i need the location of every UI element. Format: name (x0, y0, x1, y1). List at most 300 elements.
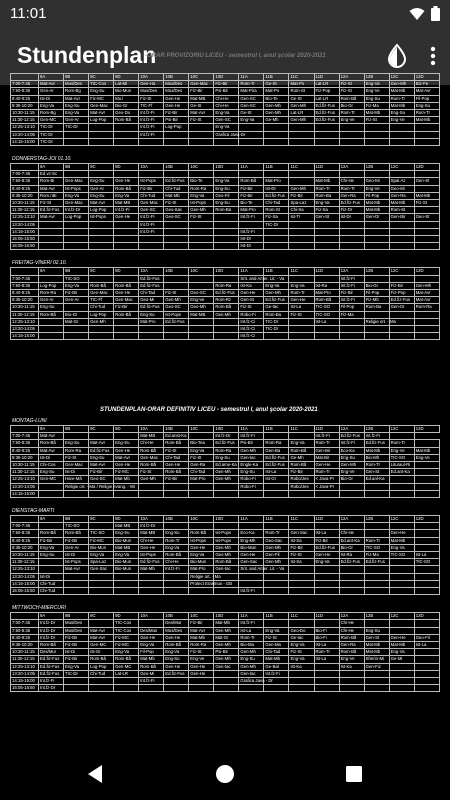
lesson-cell: Ge-Bal (264, 663, 289, 670)
lesson-cell: Ist-La (414, 552, 439, 559)
class-header: 12B (364, 613, 389, 620)
table-row (11, 304, 440, 311)
lesson-cell: Chi-He (214, 95, 239, 102)
lesson-cell: Gen-Ar (89, 185, 114, 192)
class-header: 9B (64, 74, 89, 81)
lesson-cell (39, 228, 64, 235)
lesson-cell (239, 138, 264, 145)
lesson-cell: Int.fz-Dr (39, 620, 64, 627)
lesson-cell: Fiz-Bir (339, 290, 364, 297)
lesson-cell: Eng-Va (389, 649, 414, 656)
lesson-cell: Fiz-St (239, 304, 264, 311)
lesson-cell: Gen-MC (39, 117, 64, 124)
lesson-cell: Mat-Po (264, 88, 289, 95)
contrast-icon[interactable] (386, 44, 408, 68)
lesson-cell: Eng-Va (189, 447, 214, 454)
lesson-cell: Bio-Tea (189, 440, 214, 447)
lesson-cell: Ge-tac (289, 634, 314, 641)
lesson-cell (364, 670, 389, 677)
class-header: 9C (89, 613, 114, 620)
lesson-cell (414, 580, 439, 587)
lesson-cell (114, 243, 139, 250)
lesson-cell: Ist-Ra (314, 282, 339, 289)
lesson-cell: Ed.fiz-Fus (264, 462, 289, 469)
lesson-cell (389, 311, 414, 318)
lesson-cell (39, 243, 64, 250)
lesson-cell: Chi-Tud (89, 304, 114, 311)
lesson-cell (189, 523, 214, 530)
lesson-cell: Eng-Su (64, 102, 89, 109)
lesson-cell: Rom-Tr (239, 634, 264, 641)
lesson-cell (289, 318, 314, 325)
lesson-cell: Gen-He (189, 663, 214, 670)
recents-button[interactable] (341, 761, 367, 787)
lesson-cell (389, 483, 414, 490)
class-header: 10C (189, 426, 214, 433)
recents-icon (345, 765, 363, 783)
lesson-cell: Protect Erasmus - GB (190, 580, 233, 586)
lesson-cell (364, 530, 389, 537)
lesson-cell: Robo-Fi (239, 311, 264, 318)
time-cell: 7:50-8:35 (11, 440, 39, 447)
lesson-cell (189, 131, 214, 138)
class-header: 9C (89, 516, 114, 523)
lesson-cell: Eng-Ve (189, 656, 214, 663)
lesson-cell (364, 326, 389, 333)
lesson-cell: Chi-Tad (189, 469, 214, 476)
lesson-cell: Hare-Mã (64, 476, 89, 483)
lesson-cell: Ed.fiz-Fus (164, 318, 189, 325)
lesson-cell: Bio-Mun (189, 559, 214, 566)
status-icons (409, 6, 440, 21)
lesson-cell: Gen-St (239, 297, 264, 304)
lesson-cell: Fiz-St (164, 200, 189, 207)
lesson-cell: Gen-He (164, 102, 189, 109)
lesson-cell (239, 523, 264, 530)
lesson-cell (414, 236, 439, 243)
lesson-cell: Log-Pop (89, 207, 114, 214)
lesson-cell: Fiz-Bir (289, 544, 314, 551)
lesson-cell (389, 670, 414, 677)
lesson-cell: Gen-Ra (389, 192, 414, 199)
lesson-cell (89, 573, 114, 580)
lesson-cell (114, 685, 139, 692)
lesson-cell (139, 620, 164, 627)
lesson-cell: Geo-SC (164, 304, 189, 311)
lesson-cell (264, 171, 289, 178)
lesson-cell (39, 523, 64, 530)
lesson-cell: Mat-Gr (214, 634, 239, 641)
lesson-cell: Gen-tac (239, 670, 264, 677)
lesson-cell: Rom-Ra (189, 185, 214, 192)
lesson-cell: Religie ort. - Ma (190, 573, 221, 579)
lesson-cell: Bio-Mun (114, 537, 139, 544)
lesson-cell: Gen-Ma (264, 642, 289, 649)
lesson-cell (64, 221, 89, 228)
lesson-cell: Rom-Bã (339, 649, 364, 656)
lesson-cell (389, 476, 414, 483)
lesson-cell: Int.fz-Fi (139, 228, 164, 235)
more-options-icon[interactable] (430, 46, 436, 66)
lesson-cell (389, 685, 414, 692)
lesson-cell (389, 236, 414, 243)
time-cell: 12:25-13:10 (11, 318, 39, 325)
class-header: 9A (39, 426, 64, 433)
lesson-cell (339, 678, 364, 685)
lesson-cell (364, 566, 389, 573)
lesson-cell: Gen-Fil (264, 552, 289, 559)
lesson-cell (114, 236, 139, 243)
lesson-cell: Fiz-Bir (139, 185, 164, 192)
lesson-cell: Gen-He (139, 544, 164, 551)
lesson-cell (139, 326, 164, 333)
back-button[interactable] (82, 761, 108, 787)
lesson-cell (89, 580, 114, 587)
lesson-cell: Eng-Su (389, 110, 414, 117)
lesson-cell (189, 588, 214, 595)
lesson-cell: Mat-Mb (414, 192, 439, 199)
lesson-cell: Ge-Mi (389, 656, 414, 663)
lesson-cell: Int.fz-Fi (239, 588, 264, 595)
lesson-cell (114, 138, 139, 145)
lesson-cell: Ist-Dr (264, 185, 289, 192)
lesson-cell (189, 433, 214, 440)
lesson-cell: Gen-Mac (114, 297, 139, 304)
lesson-cell (414, 476, 439, 483)
lesson-cell: Gen-Mh (89, 318, 114, 325)
lesson-cell (314, 490, 339, 497)
time-cell: 8:40-9:25 (11, 185, 39, 192)
lesson-cell: Ed.anst-Ka (164, 433, 189, 440)
lesson-cell: Rom-Bã (164, 642, 189, 649)
table-row (11, 88, 440, 95)
status-time: 11:01 (10, 5, 47, 22)
class-header: 12A (339, 268, 364, 275)
class-header: 9A (39, 268, 64, 275)
lesson-cell: Robo-Fi (239, 483, 264, 490)
day-table (10, 163, 440, 250)
lesson-cell: Mat-MB (189, 95, 214, 102)
lesson-cell: Lat-LR (114, 670, 139, 677)
lesson-cell (339, 490, 364, 497)
lesson-cell: Ist-Ka (339, 663, 364, 670)
lesson-cell: Chi-Sa (289, 207, 314, 214)
table-row (11, 670, 440, 677)
lesson-cell (64, 580, 89, 587)
lesson-cell: Gen-Ra (339, 642, 364, 649)
lesson-cell: Fiz-St (39, 200, 64, 207)
lesson-cell: Gen-Mh (264, 102, 289, 109)
lesson-cell: Gen-Mh (214, 656, 239, 663)
lesson-cell: Bio-Te (189, 178, 214, 185)
home-icon (215, 764, 235, 784)
lesson-cell (414, 228, 439, 235)
lesson-cell (189, 243, 214, 250)
lesson-cell (364, 523, 389, 530)
lesson-cell: TIC-SO (89, 530, 114, 537)
lesson-cell: Lat-LR (314, 81, 339, 88)
lesson-cell (314, 221, 339, 228)
lesson-cell: Rom-Tr (339, 185, 364, 192)
lesson-cell (189, 318, 214, 325)
lesson-cell: TIC-SO (364, 544, 389, 551)
time-cell: 7:00-7:45 (11, 275, 39, 282)
lesson-cell: Des/Mur (39, 649, 64, 656)
lesson-cell (114, 171, 139, 178)
class-header: 11B (264, 516, 289, 523)
lesson-cell (339, 588, 364, 595)
lesson-cell: Ed.fiz-Fus (264, 297, 289, 304)
lesson-cell (89, 523, 114, 530)
lesson-cell (364, 588, 389, 595)
lesson-cell: Gen-Mh (239, 649, 264, 656)
lesson-cell: Int.fz-Fi (339, 282, 364, 289)
lesson-cell (214, 588, 239, 595)
day-label: MONTAG-LUNI (12, 418, 47, 424)
class-header: 12B (364, 426, 389, 433)
lesson-cell (214, 221, 239, 228)
lesson-cell: Gen-Mh (214, 469, 239, 476)
class-header: 9C (89, 164, 114, 171)
time-cell: 8:40-9:25 (11, 634, 39, 641)
table-row (11, 656, 440, 663)
lesson-cell: Rom-Bã (139, 663, 164, 670)
lesson-cell (414, 131, 439, 138)
lesson-cell (414, 544, 439, 551)
table-row (11, 627, 440, 634)
lesson-cell: Gen-He (164, 462, 189, 469)
table-row (11, 620, 440, 627)
lesson-cell: Eng-Va (64, 282, 89, 289)
lesson-cell (339, 171, 364, 178)
table-row (11, 243, 440, 250)
lesson-cell (414, 326, 439, 333)
time-cell: 10:30-11:15 (11, 110, 39, 117)
lesson-cell (364, 228, 389, 235)
lesson-cell: Int.fz-Fi (139, 110, 164, 117)
lesson-cell (139, 333, 164, 340)
lesson-cell: Mat-Mb (189, 634, 214, 641)
lesson-cell: Rom-Ra (39, 290, 64, 297)
lesson-cell (164, 228, 189, 235)
time-cell: 9:35-10:20 (11, 544, 39, 551)
lesson-cell: Rom-Tr (389, 95, 414, 102)
time-cell: 9:35-10:20 (11, 102, 39, 109)
lesson-cell: Rom-St (289, 88, 314, 95)
lesson-cell: Eng-Su (139, 311, 164, 318)
lesson-cell (39, 483, 64, 490)
lesson-cell: Eng-Va (364, 81, 389, 88)
class-header: 10C (189, 74, 214, 81)
lesson-cell: Gen-Mac (189, 81, 214, 88)
lesson-cell: Ed.fiz-Fus (264, 454, 289, 461)
class-header: 10B (164, 74, 189, 81)
lesson-cell: Chi-He (139, 440, 164, 447)
lesson-cell: Mat-Avr (64, 95, 89, 102)
lesson-cell: Mat-Avr (39, 214, 64, 221)
class-header: 12C (389, 268, 414, 275)
lesson-cell: Eng-Su (214, 185, 239, 192)
class-header: 9B (64, 268, 89, 275)
navigation-bar (0, 747, 450, 800)
lesson-cell (139, 138, 164, 145)
lesson-cell: Mat-MB (139, 433, 164, 440)
class-header: 12C (389, 426, 414, 433)
class-header: 11A (239, 164, 264, 171)
lesson-cell (214, 243, 239, 250)
lesson-cell: Mat-Avr (89, 634, 114, 641)
lesson-cell (339, 318, 364, 325)
time-cell: 11:30-12:15 (11, 117, 39, 124)
lesson-cell: Mat-Avr (89, 440, 114, 447)
lesson-cell: Mat-Mb (389, 102, 414, 109)
table-row (11, 462, 440, 469)
lesson-cell: Int.fz-Fi (164, 566, 189, 573)
lesson-cell (114, 490, 139, 497)
lesson-cell: Fiz-Ma (364, 102, 389, 109)
lesson-cell (189, 124, 214, 131)
lesson-cell: Mus/Des (64, 620, 89, 627)
lesson-cell: Ist-Pops (64, 559, 89, 566)
lesson-cell (114, 318, 139, 325)
lesson-cell (414, 462, 439, 469)
lesson-cell: Rom-Tr (389, 440, 414, 447)
lesson-cell (264, 573, 289, 580)
lesson-cell: Eng-Ve (364, 185, 389, 192)
lesson-cell: TIC-Cos (114, 620, 139, 627)
lesson-cell: Chi-He (339, 178, 364, 185)
lesson-cell: Ist-Pops (139, 178, 164, 185)
class-header: 10A (139, 164, 164, 171)
lesson-cell (289, 236, 314, 243)
lesson-cell (39, 559, 64, 566)
lesson-cell: Psi-Bir (164, 117, 189, 124)
lesson-cell (64, 236, 89, 243)
lesson-cell: Des/Mur (164, 620, 189, 627)
lesson-cell: Ed.fiz-Fus (39, 656, 64, 663)
lesson-cell (64, 228, 89, 235)
lesson-cell: Ist-Di (64, 552, 89, 559)
lesson-cell: Bio-Mun (89, 544, 114, 551)
lesson-cell (164, 483, 189, 490)
lesson-cell: Rom-Tr (414, 110, 439, 117)
lesson-cell: Log-Pop (164, 124, 189, 131)
lesson-cell: Eng-Su (239, 656, 264, 663)
lesson-cell: Ist-Di (39, 95, 64, 102)
lesson-cell: Eng-Ve (389, 117, 414, 124)
lesson-cell: Gen-Mh (189, 207, 214, 214)
lesson-cell (264, 138, 289, 145)
lesson-cell: Gen-Ra (339, 192, 364, 199)
lesson-cell (114, 678, 139, 685)
table-row (11, 447, 440, 454)
class-header: 9D (114, 516, 139, 523)
lesson-cell (139, 573, 164, 580)
lesson-cell: Ed.fiz-Fus (364, 559, 389, 566)
lesson-cell (314, 523, 339, 530)
lesson-cell: Geo-SC (164, 214, 189, 221)
lesson-cell (39, 326, 64, 333)
lesson-cell (64, 588, 89, 595)
lesson-cell: Ed.fiz-Fus (139, 282, 164, 289)
lesson-cell: Rom-Ra (189, 642, 214, 649)
lesson-cell: Mat-Pro (314, 290, 339, 297)
lesson-cell (214, 685, 239, 692)
time-cell: 14:15-15:00 (11, 580, 39, 587)
table-row (11, 275, 440, 282)
lesson-cell (314, 124, 339, 131)
lesson-cell: Mat-Mb (389, 200, 414, 207)
lesson-cell: Ist-Pops (214, 530, 239, 537)
lesson-cell: Fiz-Sa (314, 207, 339, 214)
lesson-cell: Rom-Ra (214, 447, 239, 454)
lesson-cell: Eng-Su (89, 178, 114, 185)
lesson-cell (214, 236, 239, 243)
lesson-cell: Int.fz-Fi (239, 228, 264, 235)
table-row (11, 663, 440, 670)
lesson-cell (314, 228, 339, 235)
lesson-cell: Int.fz-Fi (139, 214, 164, 221)
lesson-cell: Gen-Mac (89, 290, 114, 297)
class-header: 9B (64, 164, 89, 171)
lesson-cell: Geo-Mi (139, 670, 164, 677)
lesson-cell: Lituraul-Ri (389, 462, 414, 469)
lesson-cell: Gen-Dr (389, 304, 414, 311)
lesson-cell: Eng-Su (239, 469, 264, 476)
lesson-cell: Mat-Avr (89, 200, 114, 207)
home-button[interactable] (212, 761, 238, 787)
lesson-cell: Gen-Mh (264, 544, 289, 551)
lesson-cell: Mus/Des (164, 88, 189, 95)
lesson-cell: Robo-Fi (239, 476, 264, 483)
lesson-cell: Rom-St (264, 207, 289, 214)
time-cell: 15:05-15:50 (11, 236, 39, 243)
lesson-cell (314, 131, 339, 138)
lesson-cell: Eng-Va (389, 544, 414, 551)
lesson-cell: Geo-Fil (414, 634, 439, 641)
lesson-cell (389, 171, 414, 178)
lesson-cell: Srit. and Amer. Lit. - Va (240, 566, 285, 572)
lesson-cell: Chi-Tad (164, 454, 189, 461)
table-row (11, 573, 440, 580)
lesson-cell: Int.fz-Fi (139, 117, 164, 124)
lesson-cell: Ed.fiz-Fus (314, 110, 339, 117)
lesson-cell: Ge-Mh (289, 454, 314, 461)
lesson-cell (389, 627, 414, 634)
lesson-cell: Ist-La (239, 627, 264, 634)
lesson-cell: Fiz-St (164, 290, 189, 297)
lesson-cell: Bio-Mun (239, 544, 264, 551)
lesson-cell: Fiz-MC (89, 95, 114, 102)
lesson-cell: Rom-Bã (314, 297, 339, 304)
lesson-cell: TIC-Cos (114, 627, 139, 634)
lesson-cell (364, 243, 389, 250)
lesson-cell (89, 275, 114, 282)
lesson-cell: Int.fz-Fi (139, 221, 164, 228)
lesson-cell: Gen-Bir (389, 214, 414, 221)
lesson-cell: Ge-St (289, 95, 314, 102)
lesson-cell (414, 207, 439, 214)
lesson-cell (164, 275, 189, 282)
timetable-view[interactable] (0, 53, 450, 747)
app-title: Stundenplan (17, 42, 157, 68)
lesson-cell (389, 678, 414, 685)
lesson-cell (164, 221, 189, 228)
lesson-cell: Int.fz-Fi (314, 433, 339, 440)
lesson-cell (314, 236, 339, 243)
class-header: 11A (239, 516, 264, 523)
lesson-cell: Geo-Mh (214, 552, 239, 559)
